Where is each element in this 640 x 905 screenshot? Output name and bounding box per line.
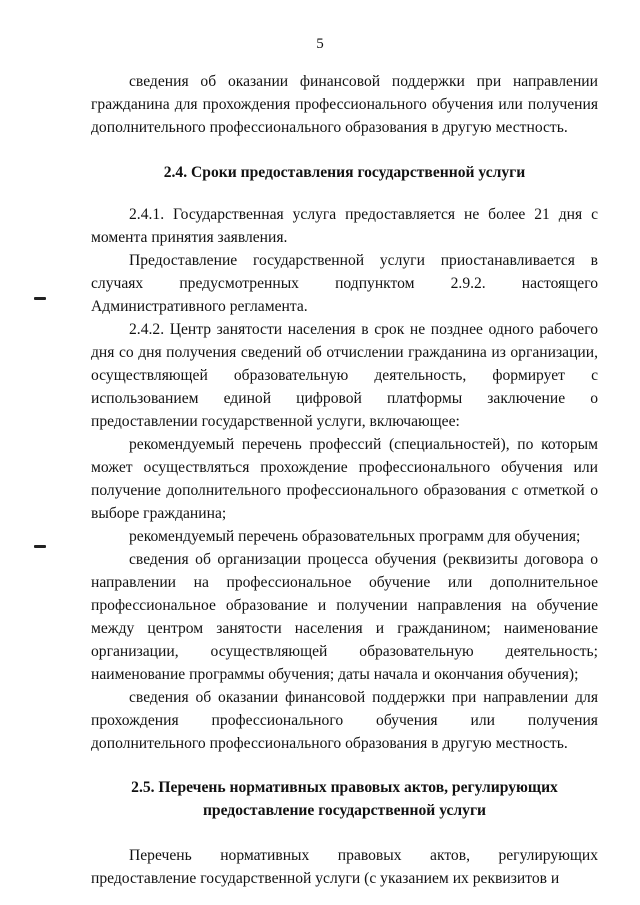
document-body xyxy=(91,70,598,890)
paragraph-financial-support-intro: сведения об оказании финансовой поддержки при направлении гражданина для прохождения профессионального обучения или получения дополнительного профессионального образования в другую местность. xyxy=(91,73,598,136)
section-heading-2-5-line-1: 2.5. Перечень нормативных правовых актов, регулирующих xyxy=(131,779,558,796)
paragraph-legal-acts: Перечень нормативных правовых актов, регулирующих предоставление государственной услуги (с указанием их реквизитов и xyxy=(91,847,598,887)
paragraph-training-organization: сведения об организации процесса обучения (реквизиты договора о направлении на профессиональное обучение или дополнительное профессиональное образование и получении направления на обучение между центром занятости населения и гражданином; наименование организации, осуществляющей образовательную деятельность; наименование программы обучения; даты начала и окончания обучения); xyxy=(91,551,598,683)
margin-mark xyxy=(34,297,46,300)
page-number: 5 xyxy=(316,36,324,52)
section-heading-2-5-line-2: предоставление государственной услуги xyxy=(202,802,487,819)
paragraph-suspension: Предоставление государственной услуги приостанавливается в случаях предусмотренных подпунктом 2.9.2. настоящего Административного регламента. xyxy=(91,252,598,315)
margin-mark xyxy=(34,545,46,548)
paragraph-professions-list: рекомендуемый перечень профессий (специальностей), по которым может осуществляться прохождение профессионального обучения или получение дополнительного профессионального образования с отметкой о выборе гражданина; xyxy=(91,436,598,522)
paragraph-2-4-2: 2.4.2. Центр занятости населения в срок не позднее одного рабочего дня со дня получения сведений об отчислении гражданина из организации, осуществляющей образовательную деятельность, формирует с использованием единой цифровой платформы заключение о предоставлении государственной услуги, включающее: xyxy=(91,321,598,430)
section-heading-2-5 xyxy=(91,776,598,822)
paragraph-programs-list: рекомендуемый перечень образовательных программ для обучения; xyxy=(129,528,581,545)
section-heading-2-4: 2.4. Сроки предоставления государственной услуги xyxy=(163,164,526,181)
paragraph-2-4-1: 2.4.1. Государственная услуга предоставляется не более 21 дня с момента принятия заявления. xyxy=(91,206,598,246)
paragraph-financial-support: сведения об оказании финансовой поддержки при направлении для прохождения профессионального обучения или получения дополнительного профессионального образования в другую местность. xyxy=(91,689,598,752)
